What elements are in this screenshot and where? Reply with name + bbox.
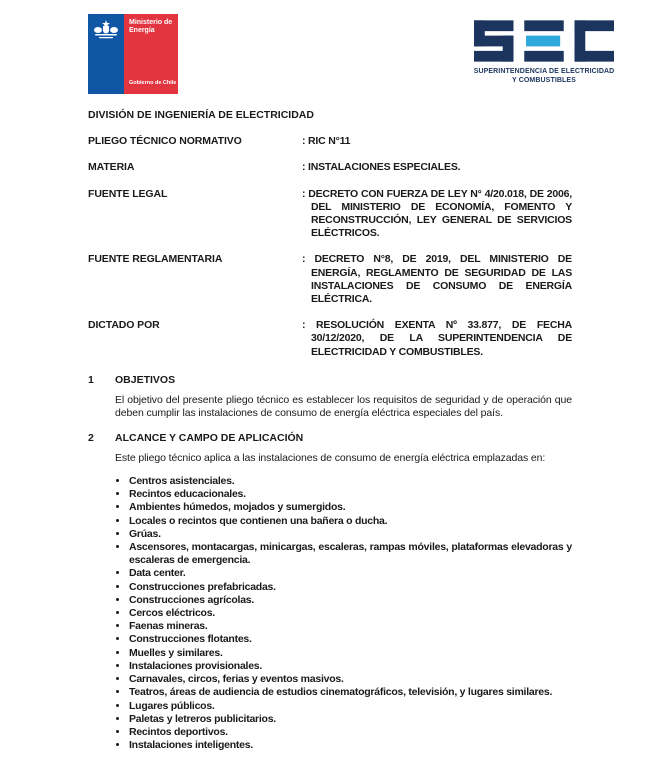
meta-row-pliego (88, 135, 572, 148)
chile-coat-of-arms-icon (92, 19, 120, 41)
section-heading-objetivos (88, 372, 572, 387)
gobierno-de-chile-label: Gobierno de Chile (129, 79, 177, 86)
list-item: • Cercos eléctricos. (129, 607, 572, 620)
list-item: • Lugares públicos. (129, 700, 572, 713)
ministry-name (124, 14, 178, 35)
list-item: • Carnavales, circos, ferias y eventos masivos. (129, 673, 572, 686)
list-item: • Recintos educacionales. (129, 488, 572, 501)
list-item: • Muelles y similares. (129, 647, 572, 660)
meta-label: FUENTE LEGAL (88, 187, 168, 200)
meta-value: : DECRETO CON FUERZA DE LEY N° 4/20.018, DE 2006, DEL MINISTERIO DE ECONOMÍA, FOMENTO Y RECONSTRUCCIÓN, LEY GENERAL DE SERVICIOS ELÉCTRICOS. (302, 187, 572, 240)
gov-logo-red-panel (124, 14, 178, 94)
section-paragraph-objetivos: El objetivo del presente pliego técnico es establecer los requisitos de seguridad y de operación que deben cumplir las instalaciones de consumo de energía eléctrica especiales del país. (115, 394, 572, 420)
meta-label: MATERIA (88, 161, 135, 174)
meta-value: : RESOLUCIÓN EXENTA Nº 33.877, DE FECHA 30/12/2020, DE LA SUPERINTENDENCIA DE ELECTRICIDAD Y COMBUSTIBLES. (302, 319, 572, 358)
list-item: • Centros asistenciales. (129, 475, 572, 488)
sec-acronym-icon (474, 20, 614, 62)
ministry-name-line2: Energía (129, 27, 155, 34)
meta-row-fuente-reglamentaria (88, 253, 572, 306)
ministry-name-line1: Ministerio de (129, 19, 173, 26)
list-item: • Paletas y letreros publicitarios. (129, 713, 572, 726)
section-heading-alcance (88, 430, 572, 445)
list-item: • Faenas mineras. (129, 620, 572, 633)
list-item: • Locales o recintos que contienen una bañera o ducha. (129, 515, 572, 528)
list-item: • Ambientes húmedos, mojados y sumergidos. (129, 501, 572, 514)
section-number: 1 (88, 373, 94, 386)
meta-row-dictado-por (88, 319, 572, 359)
list-item: • Construcciones flotantes. (129, 633, 572, 646)
meta-label: PLIEGO TÉCNICO NORMATIVO (88, 135, 242, 148)
list-item: • Instalaciones inteligentes. (129, 739, 572, 752)
meta-value: : RIC N°11 (302, 135, 351, 148)
sec-subtitle-line2: Y COMBUSTIBLES (512, 76, 576, 84)
meta-value: : INSTALACIONES ESPECIALES. (302, 161, 461, 174)
section-title: OBJETIVOS (115, 373, 176, 386)
meta-label: FUENTE REGLAMENTARIA (88, 253, 223, 266)
list-item: • Instalaciones provisionales. (129, 660, 572, 673)
scope-bullet-list (115, 475, 572, 752)
list-item: • Ascensores, montacargas, minicargas, escaleras, rampas móviles, plataformas elevadoras y escaleras de emergencia. (129, 541, 572, 567)
list-item: • Grúas. (129, 528, 572, 541)
meta-value: : DECRETO N°8, DE 2019, DEL MINISTERIO DE ENERGÍA, REGLAMENTO DE SEGURIDAD DE LAS INSTALACIONES DE CONSUMO DE ENERGÍA ELÉCTRICA. (302, 253, 572, 306)
section-paragraph-alcance: Este pliego técnico aplica a las instalaciones de consumo de energía eléctrica emplazadas en: (115, 452, 546, 465)
list-item: • Construcciones agrícolas. (129, 594, 572, 607)
section-number: 2 (88, 432, 94, 445)
division-title: DIVISIÓN DE INGENIERÍA DE ELECTRICIDAD (88, 109, 314, 121)
meta-row-fuente-legal (88, 188, 572, 241)
ministerio-energia-logo (88, 14, 178, 94)
gov-logo-blue-panel (88, 14, 124, 94)
list-item: • Data center. (129, 567, 572, 580)
page-header (88, 14, 630, 96)
list-item: • Construcciones prefabricadas. (129, 581, 572, 594)
meta-row-materia (88, 161, 572, 174)
list-item: • Teatros, áreas de audiencia de estudios cinematográficos, televisión, y lugares similares. (129, 686, 572, 699)
meta-label: DICTADO POR (88, 319, 160, 332)
sec-subtitle-line1: SUPERINTENDENCIA DE ELECTRICIDAD (473, 68, 615, 75)
sec-logo (458, 14, 630, 85)
list-item: • Recintos deportivos. (129, 726, 572, 739)
section-title: ALCANCE Y CAMPO DE APLICACIÓN (115, 432, 304, 445)
